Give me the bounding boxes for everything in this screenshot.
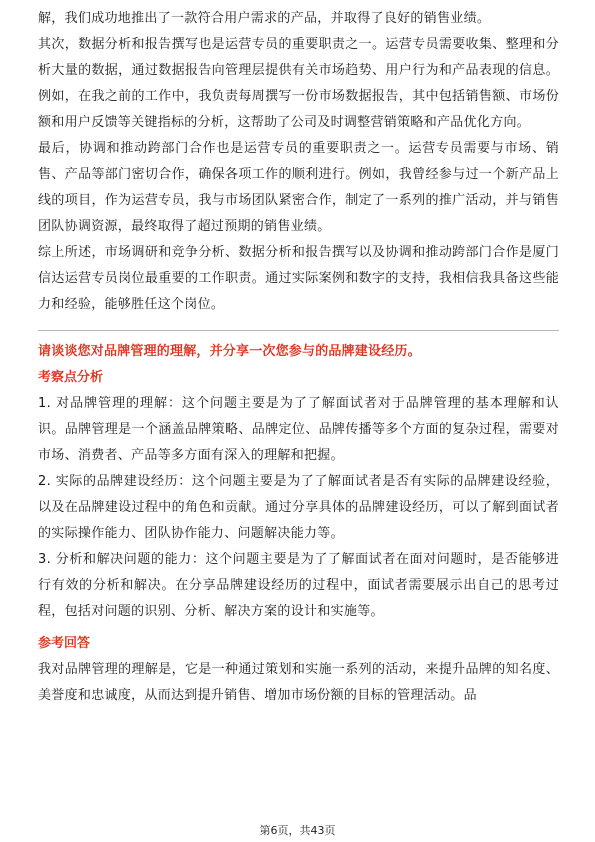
focus-point-3: 3. 分析和解决问题的能力：这个问题主要是为了了解面试者在面对问题时，是否能够进行有效的分析和解决。在分享品牌建设经历的过程中，面试者需要展示出自己的思考过程，包括对问题的识别、分析、解决方案的设计和实施等。 [38,552,559,619]
focus-point-1: 1. 对品牌管理的理解：这个问题主要是为了了解面试者对于品牌管理的基本理解和认识。品牌管理是一个涵盖品牌策略、品牌定位、品牌传播等多个方面的复杂过程，需要对市场、消费者、产品等多方面有深入的理解和把握。 [38,396,559,463]
page-number-footer: 第6页，共43页 [259,824,336,837]
answer-paragraph-1: 我对品牌管理的理解是，它是一种通过策划和实施一系列的活动，来提升品牌的知名度、美誉度和忠诚度，从而达到提升销售、增加市场份额的目标的管理活动。品 [38,662,559,703]
interview-question: 请谈谈您对品牌管理的理解，并分享一次您参与的品牌建设经历。 [38,344,421,359]
section-divider [38,330,559,331]
intro-paragraph-1: 解，我们成功地推出了一款符合用户需求的产品，并取得了良好的销售业绩。 [38,11,491,26]
intro-section [38,6,559,318]
focus-heading: 考察点分析 [38,370,104,385]
document-page [38,6,559,709]
intro-paragraph-2: 其次，数据分析和报告撰写也是运营专员的重要职责之一。运营专员需要收集、整理和分析大量的数据，通过数据报告向管理层提供有关市场趋势、用户行为和产品表现的信息。例如，在我之前的工作中，我负责每周撰写一份市场数据报告，其中包括销售额、市场份额和用户反馈等关键指标的分析，这帮助了公司及时调整营销策略和产品优化方向。 [38,37,559,130]
intro-paragraph-3: 最后，协调和推动跨部门合作也是运营专员的重要职责之一。运营专员需要与市场、销售、产品等部门密切合作，确保各项工作的顺利进行。例如，我曾经参与过一个新产品上线的项目，作为运营专员，我与市场团队紧密合作，制定了一系列的推广活动，并与销售团队协调资源，最终取得了超过预期的销售业绩。 [38,141,559,234]
answer-heading: 参考回答 [38,636,91,651]
focus-point-2: 2. 实际的品牌建设经历：这个问题主要是为了了解面试者是否有实际的品牌建设经验，以及在品牌建设过程中的角色和贡献。通过分享具体的品牌建设经历，可以了解到面试者的实际操作能力、团队协作能力、问题解决能力等。 [38,474,559,541]
intro-paragraph-4: 综上所述，市场调研和竞争分析、数据分析和报告撰写以及协调和推动跨部门合作是厦门信达运营专员岗位最重要的工作职责。通过实际案例和数字的支持，我相信我具备这些能力和经验，能够胜任这个岗位。 [38,245,559,312]
focus-points-list [38,391,559,625]
